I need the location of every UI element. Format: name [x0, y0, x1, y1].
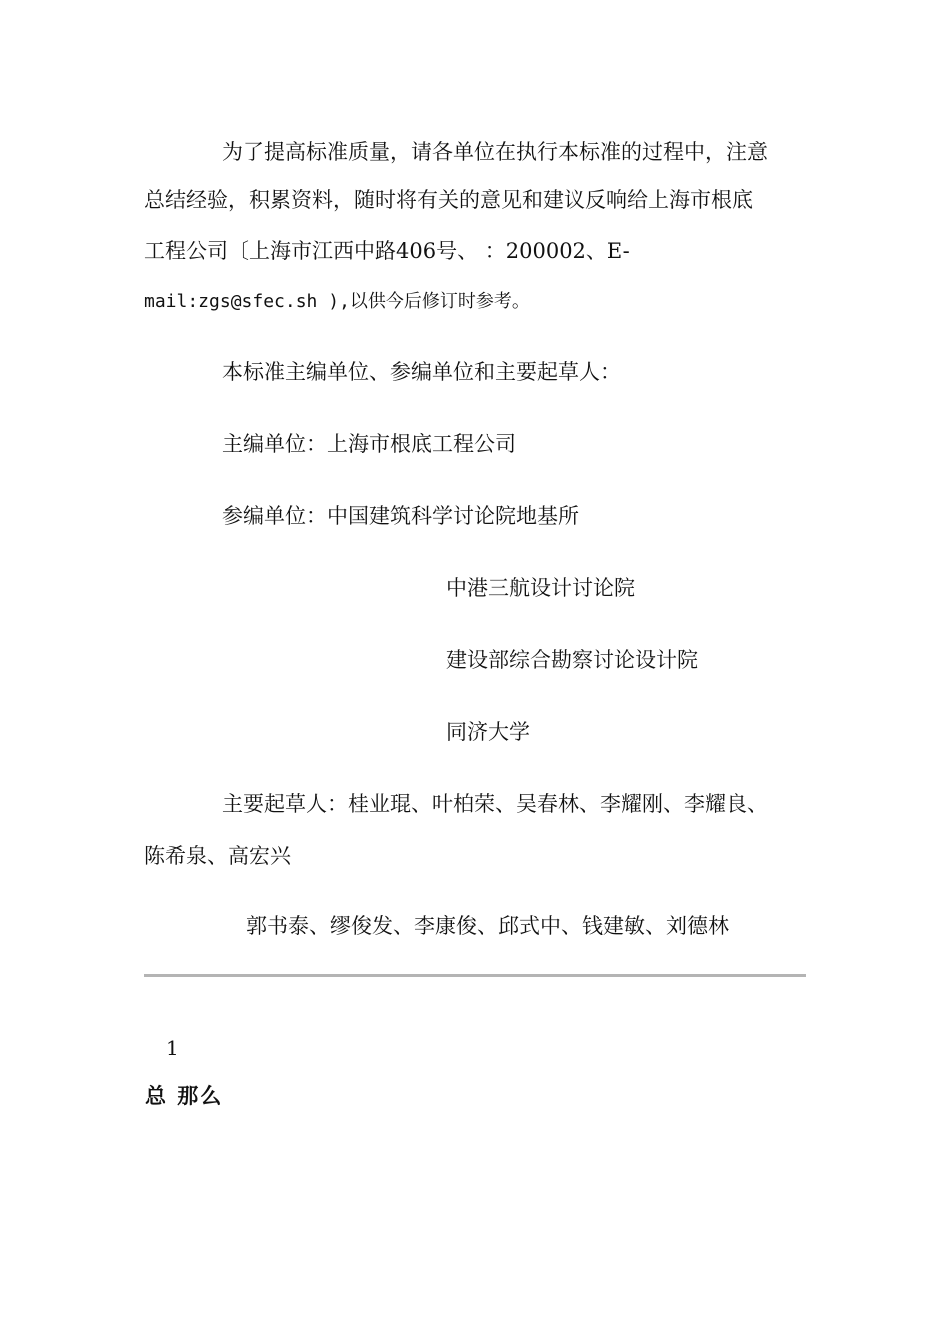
participating-unit-4: 同济大学	[446, 720, 530, 744]
section-divider	[144, 974, 806, 977]
chief-unit-line: 主编单位：上海市根底工程公司	[222, 432, 516, 456]
section-heading: 总 那么	[145, 1084, 224, 1108]
drafters-line2: 陈希泉、高宏兴	[144, 844, 291, 868]
intro-line: 本标准主编单位、参编单位和主要起草人：	[222, 360, 621, 384]
page-number: 1	[166, 1036, 179, 1060]
drafters-line1: 主要起草人：桂业琨、叶柏荣、吴春林、李耀刚、李耀良、	[222, 792, 768, 816]
participating-unit-3: 建设部综合勘察讨论设计院	[446, 648, 698, 672]
drafters-line3: 郭书泰、缪俊发、李康俊、邱式中、钱建敏、刘德林	[246, 914, 729, 938]
paragraph1-line1: 为了提高标准质量，请各单位在执行本标准的过程中，注意	[222, 140, 768, 164]
paragraph1-line2: 总结经验，积累资料，随时将有关的意见和建议反响给上海市根底	[144, 188, 753, 212]
participating-unit-2: 中港三航设计讨论院	[446, 576, 635, 600]
paragraph1-line3: 工程公司〔上海市江西中路406号、 ：200002、E-	[144, 239, 630, 263]
participating-unit-1: 参编单位：中国建筑科学讨论院地基所	[222, 504, 579, 528]
paragraph1-line4: mail:zgs@sfec.sh ),以供今后修订时参考。	[144, 291, 530, 312]
